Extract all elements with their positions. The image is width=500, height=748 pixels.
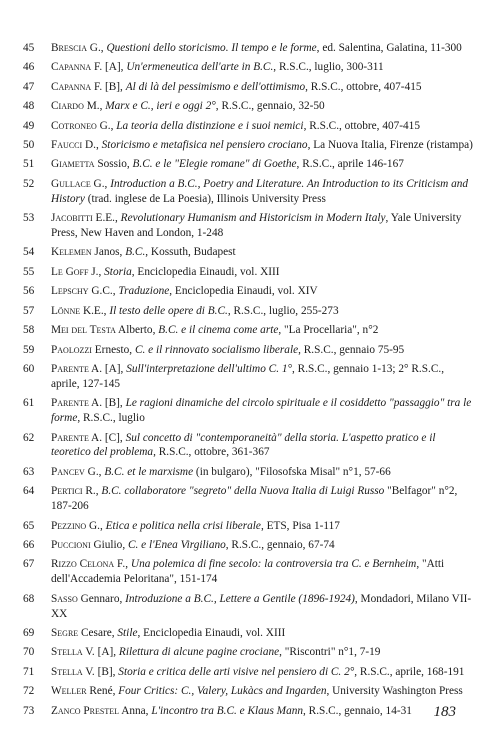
entry-author: Cotroneo: [51, 119, 97, 132]
entry-text: [51, 396, 474, 426]
entry-number: 45: [23, 42, 35, 54]
bibliography-entry: [22, 323, 474, 338]
bibliography-entry: [22, 80, 474, 95]
bibliography-entry: [22, 538, 474, 553]
entry-title: B.C. et le marxisme: [104, 465, 194, 478]
entry-author: Capanna: [51, 61, 92, 74]
entry-text: [51, 119, 474, 134]
bibliography-entry: [22, 284, 474, 299]
bibliography-entry: [22, 557, 474, 587]
entry-number: 55: [23, 265, 35, 278]
bibliography-entry: [22, 211, 474, 241]
entry-title: Etica e politica nella crisi liberale: [105, 519, 261, 532]
entry-number: 56: [23, 285, 35, 298]
entry-publication: , ETS, Pisa 1-117: [260, 519, 340, 532]
entry-text: [51, 343, 474, 358]
entry-author: Gullace: [51, 177, 91, 190]
bibliography-entry: [22, 245, 474, 260]
entry-number: 62: [23, 431, 35, 444]
page-number: 183: [433, 704, 456, 720]
entry-number: 50: [23, 139, 35, 152]
bibliography-entry: [22, 265, 474, 280]
entry-publication: , ed. Salentina, Galatina, 11-300: [316, 42, 462, 54]
entry-number: 71: [23, 665, 35, 678]
entry-author: Segre: [51, 627, 79, 639]
entry-text: [51, 284, 474, 299]
bibliography-entry: [22, 304, 474, 319]
entry-author-initials: Anna,: [119, 704, 152, 717]
entry-author-initials: Ernesto,: [91, 343, 135, 356]
entry-title: Four Critics: C., Valery, Lukàcs and Ingarden: [118, 685, 327, 698]
entry-text: [51, 304, 474, 319]
entry-text: [51, 465, 474, 480]
entry-author-initials: G.C.,: [88, 285, 119, 298]
entry-title: Traduzione: [118, 285, 170, 298]
entry-author-initials: K.E.,: [80, 304, 110, 317]
entry-author-initials: M.,: [83, 100, 106, 113]
bibliography-list: [22, 41, 474, 723]
entry-text: [51, 557, 474, 587]
entry-title: Introduction a B.C., Poetry and Literature. An Introduction to its Criticism and History: [51, 177, 469, 205]
entry-author: Pancev: [51, 465, 85, 478]
entry-author-initials: F. [A],: [91, 61, 127, 74]
entry-text: [51, 684, 474, 699]
entry-publication: , R.S.C., gennaio 1-13; 2° R.S.C., aprile, 127-145: [51, 362, 445, 390]
bibliography-entry: [22, 157, 474, 172]
entry-publication: , Enciclopedia Einaudi, vol. XIII: [137, 627, 286, 639]
bibliography-entry: [22, 41, 474, 56]
entry-publication: , R.S.C., gennaio, 14-31: [303, 704, 412, 717]
entry-title: B.C. collaboratore "segreto" della Nuova Italia di Luigi Russo: [101, 485, 385, 498]
entry-author-initials: G.,: [84, 465, 105, 478]
entry-title: Rilettura di alcune pagine crociane: [118, 646, 280, 659]
entry-author: Faucci: [51, 139, 83, 152]
bibliography-entry: [22, 396, 474, 426]
entry-text: [51, 177, 474, 207]
entry-author-initials: Janos,: [91, 246, 126, 259]
entry-number: 54: [23, 246, 35, 259]
entry-text: [51, 484, 474, 514]
entry-text: [51, 519, 474, 534]
entry-publication: (trad. inglese de La Poesia), Illinois University Press: [84, 192, 326, 205]
entry-author: Pezzino: [51, 519, 87, 532]
entry-title: Introduzione a B.C., Lettere a Gentile (1896-1924): [125, 592, 355, 605]
entry-number: 69: [23, 627, 35, 639]
bibliography-entry: [22, 119, 474, 134]
entry-author-initials: G.,: [86, 42, 107, 54]
entry-title: B.C.: [125, 246, 146, 259]
entry-publication: , La Nuova Italia, Firenze (ristampa): [307, 139, 473, 152]
entry-title: L'incontro tra B.C. e Klaus Mann: [151, 704, 304, 717]
entry-number: 58: [23, 324, 35, 337]
entry-author-initials: F.,: [114, 558, 131, 571]
entry-text: [51, 41, 474, 56]
entry-publication: , R.S.C., gennaio, 32-50: [215, 100, 325, 113]
entry-author-initials: Sossio,: [94, 158, 133, 171]
entry-number: 73: [23, 704, 35, 717]
entry-number: 47: [23, 80, 35, 93]
entry-publication: , Enciclopedia Einaudi, vol. XIII: [131, 265, 280, 278]
entry-number: 64: [23, 485, 35, 498]
entry-author-initials: J.,: [88, 265, 105, 278]
entry-author: Paolozzi: [51, 343, 92, 356]
entry-number: 63: [23, 465, 35, 478]
entry-number: 70: [23, 646, 35, 659]
bibliography-entry: [22, 484, 474, 514]
entry-publication: , R.S.C., ottobre, 407-415: [303, 119, 420, 132]
entry-title: C. e l'Enea Virgiliano: [127, 538, 226, 551]
entry-author: Lönne: [51, 304, 81, 317]
entry-number: 46: [23, 61, 35, 74]
entry-text: [51, 431, 474, 461]
entry-author: Le Goff: [51, 265, 89, 278]
bibliography-entry: [22, 343, 474, 358]
entry-number: 61: [23, 397, 35, 410]
entry-title: Revolutionary Humanism and Historicism in Modern Italy: [120, 212, 386, 225]
entry-author: Stella: [51, 665, 83, 678]
entry-author: Ciardo: [51, 100, 84, 113]
entry-number: 53: [23, 212, 35, 225]
entry-publication: "Belfagor" n°2, 187-206: [51, 485, 458, 513]
entry-title: Marx e C., ieri e oggi 2°: [105, 100, 216, 113]
entry-title: Storia: [104, 265, 132, 278]
entry-number: 68: [23, 592, 35, 605]
bibliography-entry: [22, 645, 474, 660]
bibliography-entry: [22, 665, 474, 680]
entry-publication: , Yale University Press, New Haven and London, 1-248: [51, 212, 462, 240]
entry-text: [51, 592, 474, 622]
entry-author: Brescia: [51, 42, 87, 54]
entry-number: 52: [23, 177, 35, 190]
entry-text: [51, 362, 474, 392]
entry-title: Storia e critica delle arti visive nel pensiero di C. 2°: [118, 665, 355, 678]
entry-author-initials: G.,: [86, 519, 106, 532]
entry-text: [51, 626, 474, 641]
bibliography-entry: [22, 626, 474, 641]
entry-author: Zanco Prestel: [51, 704, 120, 717]
entry-author-initials: A. [C],: [88, 431, 126, 444]
entry-publication: , Enciclopedia Einaudi, vol. XIV: [169, 285, 318, 298]
entry-publication: , University Washington Press: [326, 685, 463, 698]
entry-author: Kelemen: [51, 246, 92, 259]
entry-publication: , "La Procellaria", n°2: [278, 324, 379, 337]
entry-publication: , R.S.C., gennaio, 67-74: [225, 538, 335, 551]
entry-author: Stella: [51, 646, 83, 659]
entry-text: [51, 60, 474, 75]
entry-author-initials: A. [A],: [88, 362, 127, 375]
entry-publication: , Kossuth, Budapest: [145, 246, 236, 259]
entry-number: 67: [23, 558, 35, 571]
bibliography-entry: [22, 704, 474, 719]
entry-title: Le ragioni dinamiche del circolo spirituale e il cosiddetto "passaggio" tra le forme: [51, 397, 472, 425]
bibliography-entry: [22, 177, 474, 207]
entry-title: Il testo delle opere di B.C.: [109, 304, 228, 317]
entry-publication: , R.S.C., luglio, 300-311: [273, 61, 384, 74]
entry-title: C. e il rinnovato socialismo liberale: [134, 343, 299, 356]
bibliography-entry: [22, 465, 474, 480]
entry-text: [51, 245, 474, 260]
entry-author-initials: G.,: [90, 177, 111, 190]
entry-title: Sull'interpretazione dell'ultimo C. 1°: [126, 362, 293, 375]
entry-publication: , R.S.C., ottobre, 361-367: [153, 446, 270, 459]
entry-author-initials: D.,: [82, 139, 102, 152]
entry-author: Parente: [51, 362, 89, 375]
entry-title: B.C. e il cinema come arte: [158, 324, 279, 337]
entry-text: [51, 99, 474, 114]
entry-number: 72: [23, 685, 35, 698]
entry-author-initials: E.E.,: [92, 212, 121, 225]
entry-publication: , "Atti dell'Accademia Peloritana", 151-174: [51, 558, 445, 586]
entry-text: [51, 323, 474, 338]
entry-number: 59: [23, 343, 35, 356]
entry-author: Parente: [51, 431, 89, 444]
bibliography-entry: [22, 138, 474, 153]
entry-number: 65: [23, 519, 35, 532]
bibliography-entry: [22, 431, 474, 461]
entry-author-initials: A. [B],: [88, 397, 126, 410]
entry-publication: , R.S.C., gennaio 75-95: [298, 343, 405, 356]
entry-text: [51, 538, 474, 553]
entry-author: Puccioni: [51, 538, 91, 551]
bibliography-entry: [22, 592, 474, 622]
entry-title: Questioni dello storicismo. Il tempo e le forme: [106, 42, 317, 54]
entry-author: Rizzo Celona: [51, 558, 115, 571]
entry-author: Pertici: [51, 485, 83, 498]
entry-author: Lepschy: [51, 285, 89, 298]
bibliography-entry: [22, 60, 474, 75]
entry-title: Storicismo e metafisica nel pensiero crociano: [101, 139, 308, 152]
entry-author-initials: F. [B],: [91, 80, 126, 93]
entry-author: Parente: [51, 397, 89, 410]
entry-publication: , R.S.C., ottobre, 407-415: [305, 80, 422, 93]
entry-author-initials: Gennaro,: [77, 592, 126, 605]
entry-number: 48: [23, 100, 35, 113]
entry-author-initials: Giulio,: [90, 538, 128, 551]
entry-author: Giametta: [51, 158, 95, 171]
entry-title: Sul concetto di "contemporaneità" della storia. L'aspetto pratico e il teoretico del problema: [51, 431, 436, 459]
entry-title: Stile: [117, 627, 138, 639]
entry-number: 57: [23, 304, 35, 317]
entry-number: 51: [23, 158, 35, 171]
entry-text: [51, 704, 474, 719]
entry-text: [51, 138, 474, 153]
entry-author-initials: Cesare,: [78, 627, 118, 639]
entry-author: Jacobitti: [51, 212, 93, 225]
entry-author: Capanna: [51, 80, 92, 93]
entry-publication: (in bulgaro), "Filosofska Misal" n°1, 57-66: [193, 465, 391, 478]
bibliography-entry: [22, 519, 474, 534]
entry-title: Una polemica di fine secolo: la controversia tra C. e Bernheim: [130, 558, 417, 571]
entry-title: B.C. e le "Elegie romane" di Goethe: [132, 158, 297, 171]
entry-publication: , R.S.C., luglio: [77, 412, 145, 425]
entry-number: 66: [23, 538, 35, 551]
entry-number: 60: [23, 362, 35, 375]
entry-publication: , "Riscontri" n°1, 7-19: [279, 646, 381, 659]
entry-author-initials: René,: [86, 685, 119, 698]
entry-author-initials: G.,: [96, 119, 117, 132]
entry-title: La teoria della distinzione e i suoi nemici: [116, 119, 304, 132]
entry-author: Weller: [51, 685, 87, 698]
entry-text: [51, 645, 474, 660]
entry-author: Sasso: [51, 592, 78, 605]
entry-text: [51, 665, 474, 680]
bibliography-entry: [22, 362, 474, 392]
entry-text: [51, 157, 474, 172]
entry-author: Mei del Testa: [51, 324, 116, 337]
entry-author-initials: Alberto,: [115, 324, 159, 337]
entry-author-initials: V. [A],: [82, 646, 119, 659]
entry-author-initials: V. [B],: [82, 665, 119, 678]
entry-text: [51, 80, 474, 95]
entry-text: [51, 265, 474, 280]
bibliography-entry: [22, 684, 474, 699]
entry-publication: , R.S.C., aprile, 168-191: [354, 665, 465, 678]
bibliography-entry: [22, 99, 474, 114]
entry-author-initials: R.,: [82, 485, 102, 498]
entry-publication: , R.S.C., luglio, 255-273: [227, 304, 339, 317]
entry-publication: , R.S.C., aprile 146-167: [296, 158, 404, 171]
entry-publication: , Mondadori, Milano VII-XX: [51, 592, 472, 620]
entry-text: [51, 211, 474, 241]
entry-title: Al di là del pessimismo e dell'ottimismo: [125, 80, 306, 93]
entry-title: Un'ermeneutica dell'arte in B.C.: [126, 61, 274, 74]
entry-number: 49: [23, 119, 35, 132]
